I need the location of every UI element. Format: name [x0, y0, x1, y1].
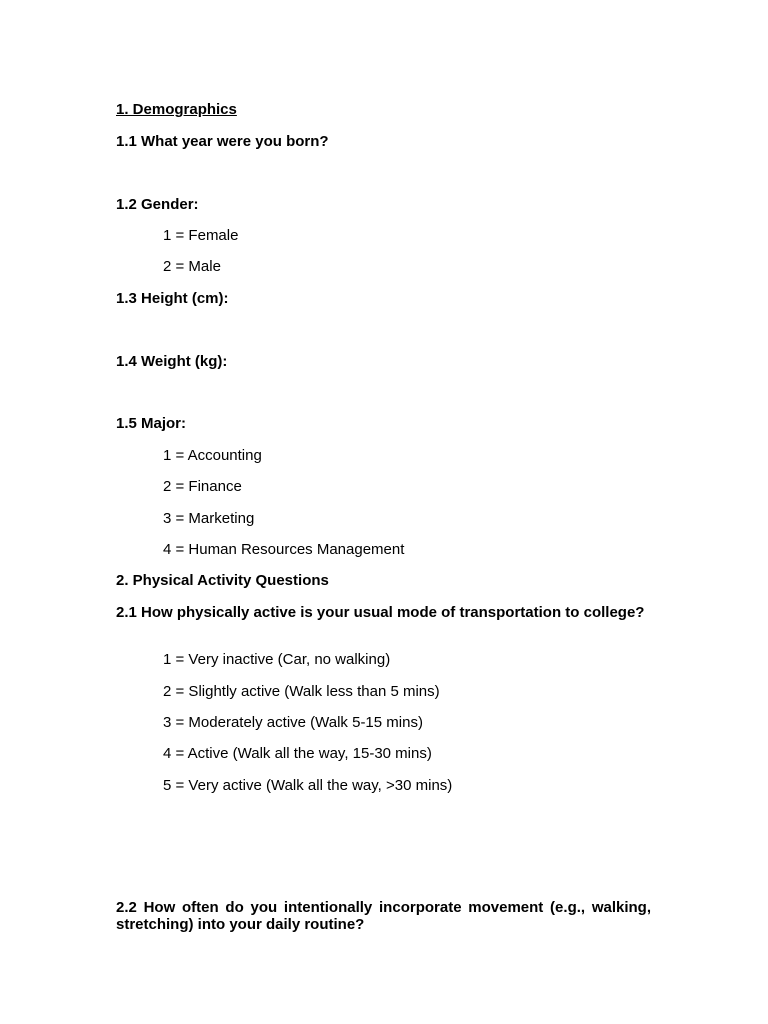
question-2-2: 2.2 How often do you intentionally incorporate movement (e.g., walking, stretching) into your daily routine?	[116, 899, 651, 933]
transport-option-2: 2 = Slightly active (Walk less than 5 mins)	[163, 683, 440, 700]
major-option-hrm: 4 = Human Resources Management	[163, 541, 405, 558]
major-option-marketing: 3 = Marketing	[163, 510, 255, 527]
gender-option-female: 1 = Female	[163, 227, 239, 244]
gender-option-male: 2 = Male	[163, 258, 221, 275]
major-option-accounting: 1 = Accounting	[163, 447, 262, 464]
section-1-heading: 1. Demographics	[116, 101, 237, 118]
question-1-1: 1.1 What year were you born?	[116, 133, 329, 150]
question-1-4: 1.4 Weight (kg):	[116, 353, 228, 370]
transport-option-4: 4 = Active (Walk all the way, 15-30 mins)	[163, 745, 432, 762]
transport-option-3: 3 = Moderately active (Walk 5-15 mins)	[163, 714, 423, 731]
major-option-finance: 2 = Finance	[163, 478, 242, 495]
question-2-1: 2.1 How physically active is your usual mode of transportation to college?	[116, 604, 645, 621]
transport-option-1: 1 = Very inactive (Car, no walking)	[163, 651, 391, 668]
question-1-3: 1.3 Height (cm):	[116, 290, 229, 307]
question-1-2: 1.2 Gender:	[116, 196, 199, 213]
transport-option-5: 5 = Very active (Walk all the way, >30 mins)	[163, 777, 453, 794]
section-2-heading: 2. Physical Activity Questions	[116, 572, 329, 589]
question-1-5: 1.5 Major:	[116, 415, 187, 432]
